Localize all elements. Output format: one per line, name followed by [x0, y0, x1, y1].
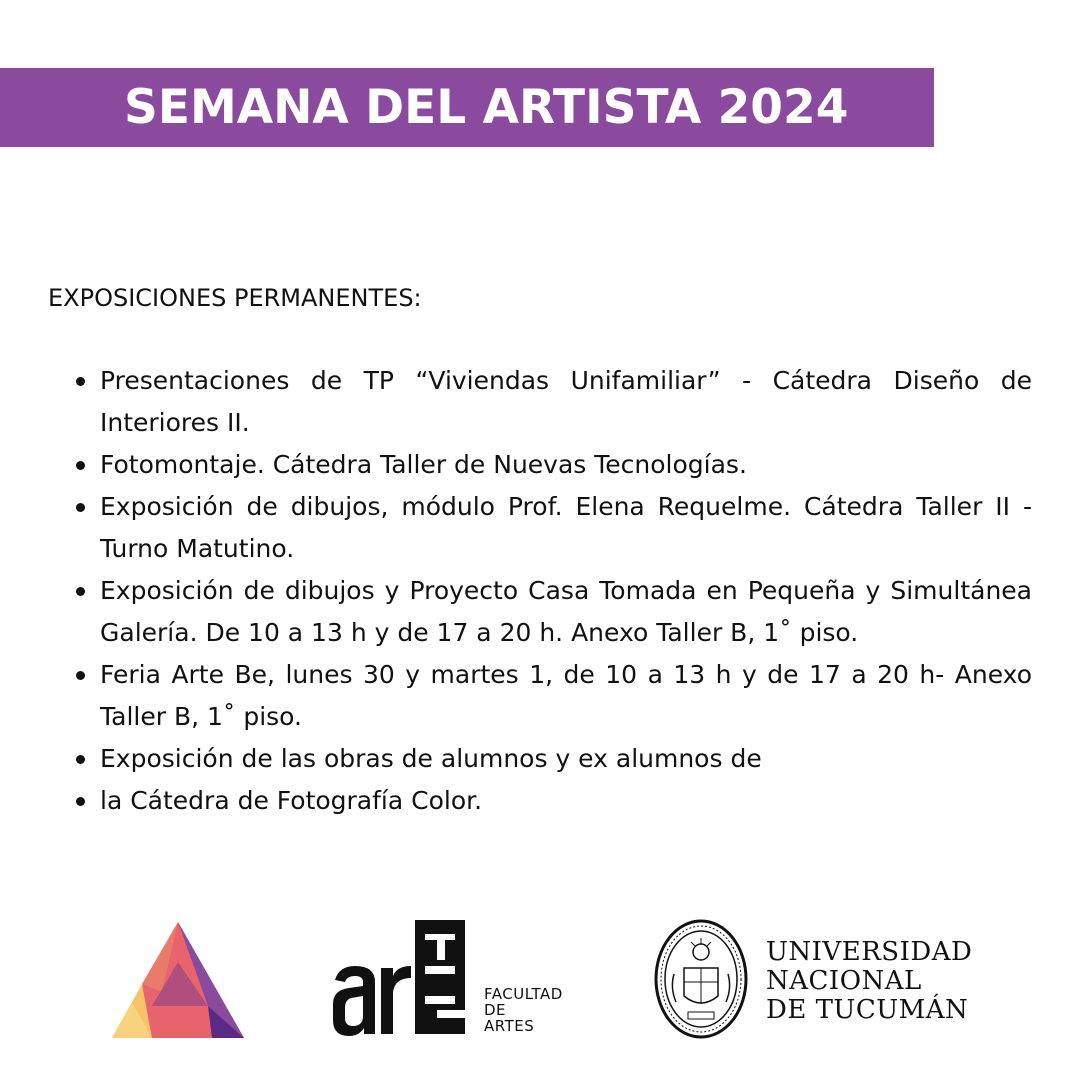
artes-wordmark-icon — [333, 920, 468, 1038]
list-item: Exposición de las obras de alumnos y ex alumnos de — [100, 738, 1032, 780]
list-item: la Cátedra de Fotografía Color. — [100, 780, 1032, 822]
list-item: Feria Arte Be, lunes 30 y martes 1, de 10 a 13 h y de 17 a 20 h- Anexo Taller B, 1˚ piso. — [100, 654, 1032, 738]
list-item: Exposición de dibujos y Proyecto Casa Tomada en Pequeña y Simultánea Galería. De 10 a 13 h y de 17 a 20 h. Anexo Taller B, 1˚ piso. — [100, 570, 1032, 654]
section-title: EXPOSICIONES PERMANENTES: — [48, 284, 422, 312]
university-seal-icon — [654, 918, 748, 1040]
title-banner — [0, 68, 934, 147]
artes-subtitle: FACULTAD DE ARTES — [484, 985, 563, 1035]
list-item: Presentaciones de TP “Viviendas Unifamiliar” - Cátedra Diseño de Interiores II. — [100, 360, 1032, 444]
university-logo — [654, 918, 984, 1042]
list-item: Exposición de dibujos, módulo Prof. Elena Requelme. Cátedra Taller II - Turno Matutino. — [100, 486, 1032, 570]
triangle-logo-icon — [112, 922, 244, 1038]
university-name: UNIVERSIDAD NACIONAL DE TUCUMÁN — [766, 937, 973, 1025]
page-title: SEMANA DEL ARTISTA 2024 — [124, 80, 849, 135]
list-item: Fotomontaje. Cátedra Taller de Nuevas Tecnologías. — [100, 444, 1032, 486]
exhibitions-list — [100, 360, 1032, 822]
artes-logo — [333, 920, 573, 1038]
